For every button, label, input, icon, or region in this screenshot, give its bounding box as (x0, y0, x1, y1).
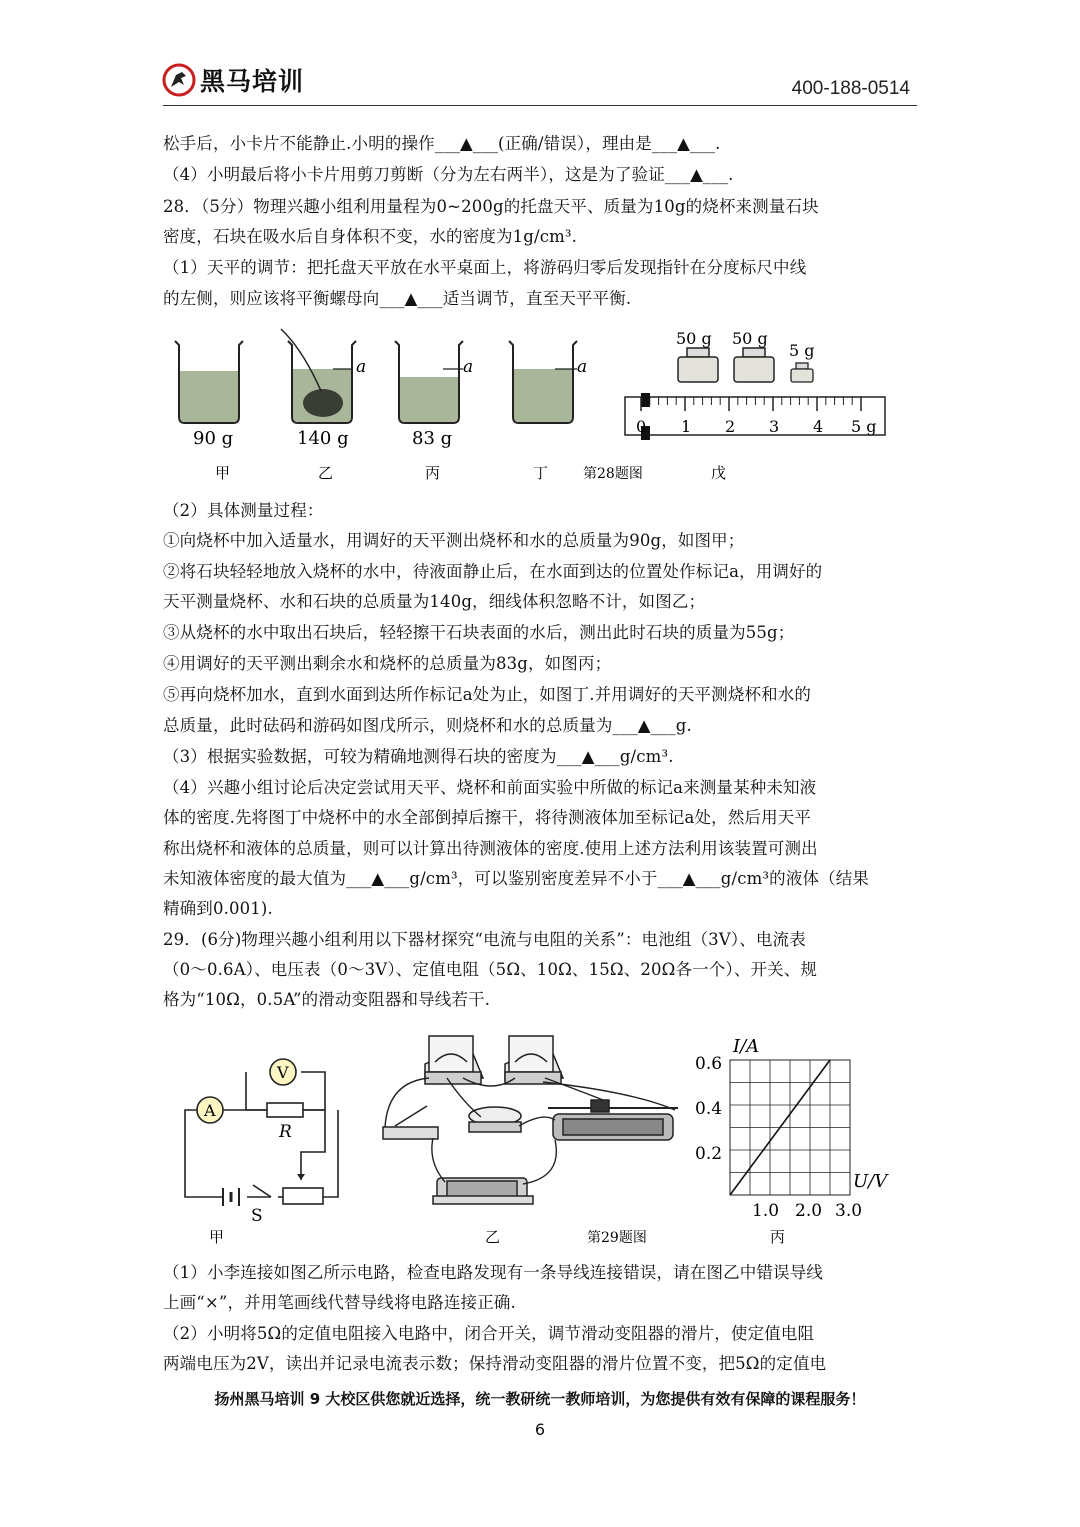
fig29-label-jia: 甲 (209, 1228, 225, 1246)
text-line: 精确到0.001). (163, 899, 273, 918)
mark-a-label: a (356, 357, 367, 377)
horse-logo-icon (162, 63, 196, 97)
page-number: 6 (534, 1420, 546, 1439)
text-line: 称出烧杯和液体的总质量，则可以计算出待测液体的密度.使用上述方法利用该装置可测出 (163, 839, 818, 858)
mass-label: 90 g (193, 428, 234, 449)
text-line: 松手后，小卡片不能静止.小明的操作___▲___(正确/错误），理由是___▲___. (163, 134, 721, 153)
text-line: 总质量，此时砝码和游码如图戊所示，则烧杯和水的总质量为___▲___g. (163, 716, 692, 735)
mark-a-label: a (577, 357, 588, 377)
beaker-ding (509, 341, 577, 423)
iu-graph (730, 1060, 850, 1195)
fig-label-bing: 丙 (425, 464, 441, 482)
text-line: （2）具体测量过程： (163, 501, 324, 520)
mark-a-label: a (463, 357, 474, 377)
header-phone: 400-188-0514 (791, 78, 910, 99)
weight-label: 50 g (676, 329, 712, 348)
text-line: （3）根据实验数据，可较为精确地测得石块的密度为___▲___g/cm³. (163, 747, 674, 766)
graph-x-tick: 2.0 (795, 1201, 823, 1221)
footer-slogan: 扬州黑马培训 9 大校区供您就近选择，统一教研统一教师培训，为您提供有效有保障的课程服务！ (214, 1390, 866, 1408)
figure-28 (163, 325, 923, 490)
text-line: （1）小李连接如图乙所示电路，检查电路发现有一条导线连接错误，请在图乙中错误导线 (163, 1263, 823, 1282)
text-line: ①向烧杯中加入适量水，用调好的天平测出烧杯和水的总质量为90g，如图甲； (163, 531, 745, 550)
text-line: 格为“10Ω，0.5A”的滑动变阻器和导线若干. (163, 990, 491, 1009)
mass-label: 83 g (412, 428, 453, 449)
scale-tick-label: 2 (725, 417, 736, 436)
question-29-title: 29．(6分)物理兴趣小组利用以下器材探究“电流与电阻的关系”：电池组（3V）、电流表 (163, 930, 806, 949)
graph-x-tick: 3.0 (835, 1201, 863, 1221)
question-28-title: 28．（5分）物理兴趣小组利用量程为0~200g的托盘天平、质量为10g的烧杯来测量石块 (163, 197, 819, 216)
text-line: ④用调好的天平测出剩余水和烧杯的总质量为83g，如图丙； (163, 654, 612, 673)
text-line: （0～0.6A）、电压表（0～3V）、定值电阻（5Ω、10Ω、15Ω、20Ω各一个）、开关、规 (163, 960, 818, 979)
fig-label-yi: 乙 (318, 464, 334, 482)
scale-tick-label: 4 (813, 417, 824, 436)
scale-tick-label: 5 g (851, 417, 877, 436)
weight-label: 5 g (789, 341, 815, 360)
text-line: ⑤再向烧杯加水，直到水面到达所作标记a处为止，如图丁.并用调好的天平测烧杯和水的 (163, 685, 812, 704)
text-line: （2）小明将5Ω的定值电阻接入电路中，闭合开关，调节滑动变阻器的滑片，使定值电阻 (163, 1324, 815, 1343)
ammeter-label: A (204, 1101, 216, 1120)
brand-name: 黑马培训 (200, 67, 305, 96)
graph-y-tick: 0.6 (695, 1054, 723, 1074)
text-line: ③从烧杯的水中取出石块后，轻轻擦干石块表面的水后，测出此时石块的质量为55g； (163, 623, 795, 642)
switch-label: S (251, 1206, 263, 1226)
graph-x-tick: 1.0 (752, 1201, 780, 1221)
text-line: 密度，石块在吸水后自身体积不变，水的密度为1g/cm³. (163, 227, 578, 246)
figure-29-caption: 第29题图 (587, 1230, 647, 1246)
graph-xlabel: U/V (853, 1171, 888, 1192)
voltmeter-label: V (277, 1063, 289, 1082)
text-line: 的左侧，则应该将平衡螺母向___▲___适当调节，直至天平平衡. (163, 289, 632, 308)
scale-tick-label: 3 (769, 417, 780, 436)
text-line: 体的密度.先将图丁中烧杯中的水全部倒掉后擦干，将待测液体加至标记a处，然后用天平 (163, 808, 812, 827)
rider-scale (625, 393, 885, 440)
graph-ylabel: I/A (733, 1036, 760, 1057)
text-line: （1）天平的调节：把托盘天平放在水平桌面上，将游码归零后发现指针在分度标尺中线 (163, 258, 807, 277)
fig29-label-bing: 丙 (770, 1228, 786, 1246)
text-line: 未知液体密度的最大值为___▲___g/cm³，可以鉴别密度差异不小于___▲___g/cm³的液体（结果 (163, 869, 870, 888)
graph-y-tick: 0.2 (695, 1144, 723, 1164)
scale-tick-label: 0 (636, 417, 647, 436)
rider (641, 393, 650, 407)
weight-label: 50 g (732, 329, 768, 348)
beaker-bing (395, 341, 463, 423)
header-rule (163, 105, 917, 106)
figure-29 (163, 1022, 923, 1254)
figure-28-caption: 第28题图 (583, 466, 643, 482)
text-line: ②将石块轻轻地放入烧杯的水中，待液面静止后，在水面到达的位置处作标记a，用调好的 (163, 562, 823, 581)
fig29-label-yi: 乙 (485, 1228, 501, 1246)
mass-label: 140 g (297, 428, 349, 449)
beaker-yi (281, 329, 356, 423)
brand-logo (162, 62, 304, 98)
beaker-jia (175, 341, 243, 423)
text-line: 天平测量烧杯、水和石块的总质量为140g，细线体积忽略不计，如图乙； (163, 592, 706, 611)
fig-label-wu: 戊 (711, 464, 727, 482)
scale-tick-label: 1 (681, 417, 692, 436)
graph-y-tick: 0.4 (695, 1099, 723, 1119)
text-line: （4）兴趣小组讨论后决定尝试用天平、烧杯和前面实验中所做的标记a来测量某种未知液 (163, 778, 817, 797)
text-line: 两端电压为2V，读出并记录电流表示数；保持滑动变阻器的滑片位置不变，把5Ω的定值电 (163, 1354, 827, 1373)
fig-label-ding: 丁 (533, 464, 549, 482)
resistor-label: R (279, 1122, 292, 1142)
fig-label-jia: 甲 (215, 464, 231, 482)
text-line: 上画“×”，并用笔画线代替导线将电路连接正确. (163, 1293, 516, 1312)
circuit-diagram (185, 1072, 338, 1206)
text-line: （4）小明最后将小卡片用剪刀剪断（分为左右两半），这是为了验证___▲___. (163, 165, 734, 184)
